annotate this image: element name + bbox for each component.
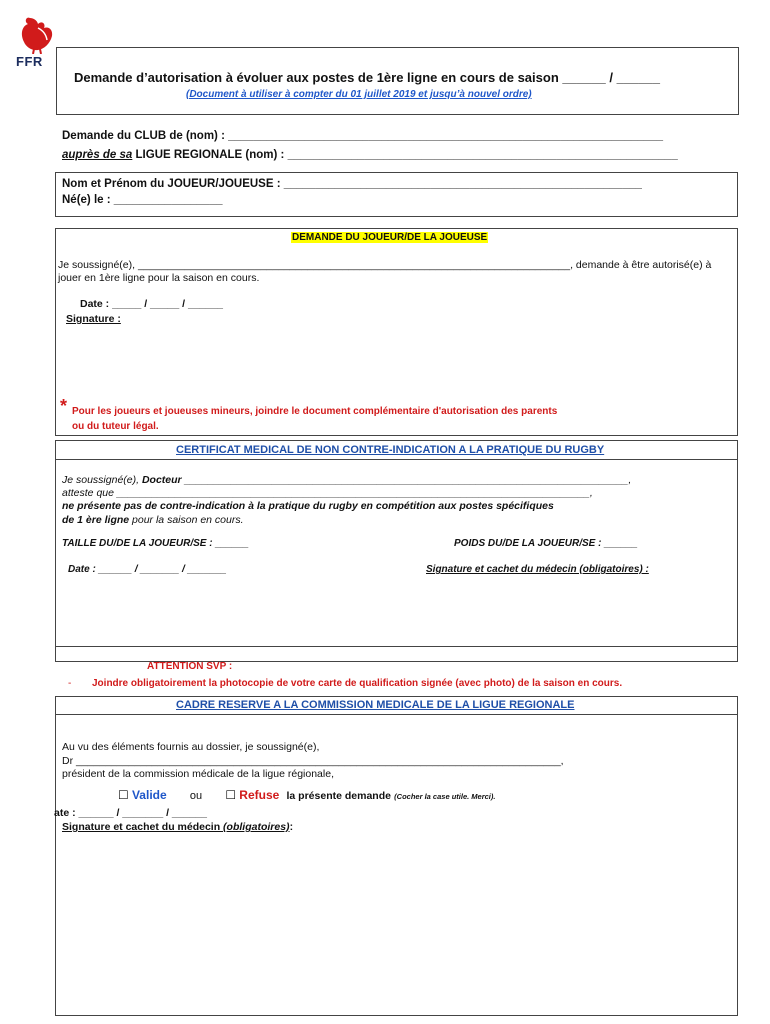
- valid-checkbox[interactable]: ☐: [118, 788, 129, 802]
- commission-date: ate : ______ / _______ / ______: [54, 807, 207, 819]
- doctor-signature: Signature et cachet du médecin (obligatoires) :: [426, 564, 649, 575]
- decision-text: la présente demande: [286, 790, 391, 802]
- request-signature: Signature :: [66, 313, 121, 325]
- medical-bottom-rule: [55, 646, 738, 647]
- player-height-field: TAILLE DU/DE LA JOUEUR/SE : ______: [62, 538, 249, 549]
- commission-title-rule: [55, 714, 738, 715]
- medical-line-3: ne présente pas de contre-indication à la pratique du rugby en compétition aux postes spécifiques: [62, 500, 554, 512]
- ffr-logo: [14, 16, 58, 72]
- league-rest: LIGUE REGIONALE (nom) : _____________________________________________________________: [132, 149, 678, 161]
- attention-bullet: -: [68, 678, 72, 689]
- request-title: [291, 231, 488, 243]
- refuse-label: Refuse: [239, 788, 280, 802]
- league-prefix: auprès de sa: [62, 149, 133, 161]
- club-name-line: Demande du CLUB de (nom) : ____________________________________________________________________: [62, 130, 664, 142]
- ffr-logo-text: FFR: [16, 54, 43, 69]
- refuse-checkbox[interactable]: ☐: [225, 788, 237, 802]
- commission-line-3: président de la commission médicale de la ligue régionale,: [62, 768, 334, 780]
- minor-note-asterisk: *: [60, 396, 68, 416]
- medical-line-4b: pour la saison en cours.: [129, 514, 244, 526]
- request-text-1: Je soussigné(e), __________________________________________________________________________, demande à être autorisé(e) à: [58, 259, 712, 271]
- commission-signature-a: Signature et cachet du médecin: [62, 821, 224, 833]
- player-name-line: Nom et Prénom du JOUEUR/JOUEUSE : ________________________________________________________: [62, 178, 642, 190]
- commission-signature-c: :: [289, 821, 294, 833]
- commission-line-1: Au vu des éléments fournis au dossier, je soussigné(e),: [62, 741, 320, 753]
- medical-line-1a: Je soussigné(e),: [62, 474, 142, 486]
- commission-title: CADRE RESERVE A LA COMMISSION MEDICALE DE LA LIGUE REGIONALE: [176, 699, 575, 711]
- document-title: Demande d’autorisation à évoluer aux postes de 1ère ligne en cours de saison ______ / ______: [74, 70, 660, 85]
- medical-line-2: atteste que _________________________________________________________________________________,: [62, 487, 593, 499]
- medical-line-4: [62, 514, 244, 526]
- minor-note-1: Pour les joueurs et joueuses mineurs, joindre le document complémentaire d'autorisation des parents: [72, 406, 558, 417]
- player-weight-field: POIDS DU/DE LA JOUEUR/SE : ______: [454, 538, 638, 549]
- medical-line-1c: ____________________________________________________________________________,: [181, 474, 632, 486]
- player-birthdate-line: Né(e) le : _________________: [62, 194, 223, 206]
- valid-label: Valide: [131, 788, 167, 802]
- medical-line-4a: de 1 ère ligne: [62, 514, 130, 526]
- medical-title: CERTIFICAT MEDICAL DE NON CONTRE-INDICATION A LA PRATIQUE DU RUGBY: [176, 444, 605, 456]
- medical-line-1b: Docteur: [141, 474, 182, 486]
- document-subtitle: (Document à utiliser à compter du 01 juillet 2019 et jusqu’à nouvel ordre): [186, 89, 532, 100]
- decision-row: [118, 788, 495, 802]
- league-name-line: [62, 149, 678, 161]
- minor-note-2: ou du tuteur légal.: [72, 421, 159, 432]
- request-text-2: jouer en 1ère ligne pour la saison en cours.: [58, 272, 260, 284]
- attention-title: ATTENTION SVP :: [147, 661, 233, 672]
- rooster-icon: [16, 16, 56, 54]
- or-label: ou: [189, 790, 203, 802]
- commission-line-2: Dr ___________________________________________________________________________________,: [62, 755, 564, 767]
- commission-signature-b: (obligatoires): [223, 821, 290, 833]
- decision-hint: (Cocher la case utile. Merci).: [394, 792, 496, 801]
- request-date: Date : _____ / _____ / ______: [80, 298, 224, 310]
- medical-title-rule: [55, 459, 738, 460]
- medical-date: Date : ______ / _______ / _______: [68, 564, 227, 575]
- commission-signature: [62, 821, 293, 833]
- medical-line-1: [62, 474, 631, 486]
- attention-text: Joindre obligatoirement la photocopie de votre carte de qualification signée (avec photo) de la saison en cours.: [92, 678, 623, 689]
- request-title-text: DEMANDE DU JOUEUR/DE LA JOUEUSE: [292, 232, 488, 243]
